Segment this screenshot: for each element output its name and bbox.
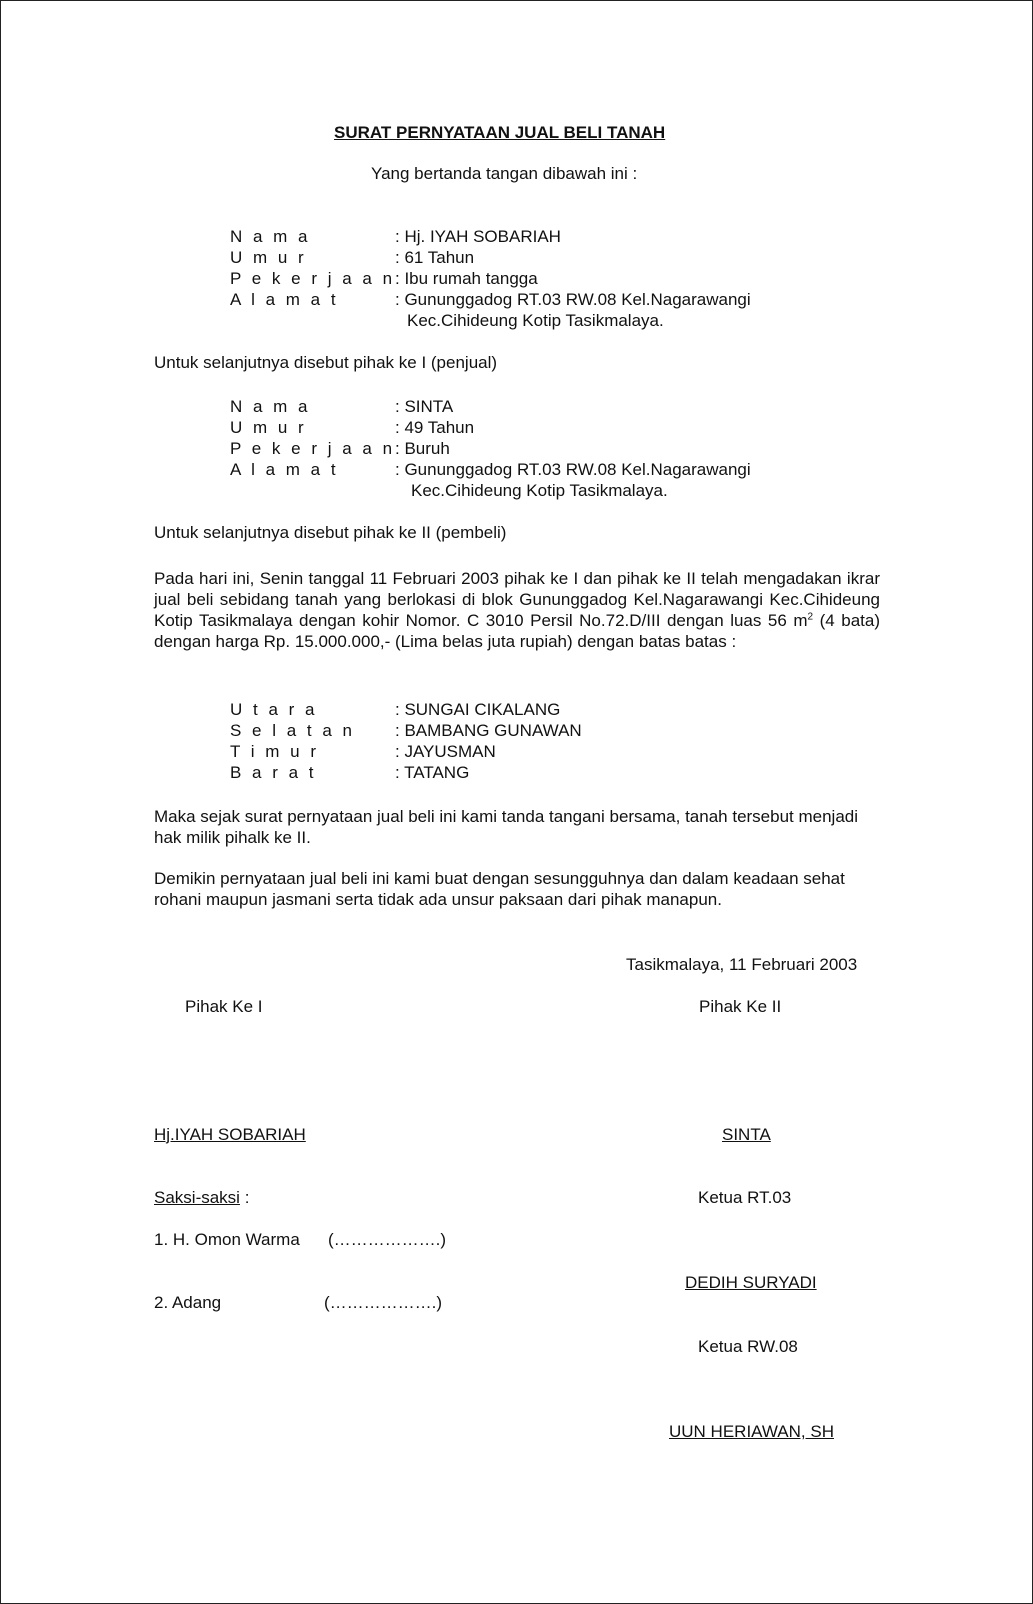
party2-designation: Untuk selanjutnya disebut pihak ke II (pembeli) [154,523,507,542]
rt-head-label: Ketua RT.03 [698,1188,792,1207]
party1-address-value: : Gununggadog RT.03 RW.08 Kel.Nagarawangi [395,290,751,309]
party2-age-label: U m u r [230,418,307,437]
ownership-paragraph: Maka sejak surat pernyataan jual beli ini kami tanda tangani bersama, tanah tersebut menjadi hak milik pihalk ke II. [154,807,859,847]
party1-age-value: : 61 Tahun [395,248,475,267]
sale-paragraph-tail: (4 bata) dengan harga Rp. 15.000.000,- (Lima belas juta rupiah) dengan batas batas : [154,611,880,651]
party1-designation: Untuk selanjutnya disebut pihak ke I (penjual) [154,353,498,372]
boundary-west-value: : TATANG [395,763,470,782]
witnesses-heading-text: Saksi-saksi [154,1188,240,1207]
rw-head-label: Ketua RW.08 [698,1337,798,1356]
party2-name-label: N a m a [230,397,311,416]
party2-age-value: : 49 Tahun [395,418,475,437]
witness1-signature-blank: (……………….) [328,1230,447,1249]
boundary-south-value: : BAMBANG GUNAWAN [395,721,582,740]
party1-name-label: N a m a [230,227,311,246]
sale-paragraph [154,568,880,652]
document-title: SURAT PERNYATAAN JUAL BELI TANAH [334,123,666,142]
witness2-signature-blank: (……………….) [324,1293,443,1312]
party1-job-value: : Ibu rumah tangga [395,269,538,288]
party2-sign-label: Pihak Ke II [699,997,782,1016]
boundary-east-label: T i m u r [230,742,320,761]
party1-name-value: : Hj. IYAH SOBARIAH [395,227,561,246]
declaration-paragraph: Demikin pernyataan jual beli ini kami buat dengan sesungguhnya dan dalam keadaan sehat rohani maupun jasmani serta tidak ada unsur paksaan dari pihak manapun. [154,869,845,909]
party1-signatory-name: Hj.IYAH SOBARIAH [154,1125,306,1144]
witnesses-heading [154,1188,249,1208]
party1-address-label: A l a m a t [230,290,339,309]
place-date: Tasikmalaya, 11 Februari 2003 [626,955,858,974]
boundary-south-label: S e l a t a n [230,721,355,740]
party1-address-continued: Kec.Cihideung Kotip Tasikmalaya. [407,311,664,330]
party2-job-label: P e k e r j a a n [230,439,396,458]
party2-job-value: : Buruh [395,439,450,458]
sale-paragraph-text: Pada hari ini, Senin tanggal 11 Februari 2003 pihak ke I dan pihak ke II telah mengadakan ikrar jual beli sebidang tanah yang berlokasi di blok Gununggadog Kel.Nagarawangi Kec.Cihideung Kotip Tasikmalaya dengan kohir Nomor. C 3010 Persil No.72.D/III dengan luas 56 m [154,569,880,630]
rw-head-name: UUN HERIAWAN, SH [669,1422,834,1441]
party2-address-value: : Gununggadog RT.03 RW.08 Kel.Nagarawangi [395,460,751,479]
party2-address-label: A l a m a t [230,460,339,479]
party2-name-value: : SINTA [395,397,454,416]
party2-address-continued: Kec.Cihideung Kotip Tasikmalaya. [411,481,668,500]
party1-sign-label: Pihak Ke I [185,997,263,1016]
party2-signatory-name: SINTA [722,1125,771,1144]
party1-age-label: U m u r [230,248,307,267]
intro-line: Yang bertanda tangan dibawah ini : [371,164,638,183]
area-unit-superscript: 2 [807,611,814,623]
witness1-name: 1. H. Omon Warma [154,1230,300,1249]
witness2-name: 2. Adang [154,1293,222,1312]
boundary-north-label: U t a r a [230,700,318,719]
boundary-west-label: B a r a t [230,763,317,782]
party1-job-label: P e k e r j a a n [230,269,396,288]
boundary-north-value: : SUNGAI CIKALANG [395,700,561,719]
witnesses-heading-colon: : [239,1188,250,1207]
rt-head-name: DEDIH SURYADI [685,1273,817,1292]
boundary-east-value: : JAYUSMAN [395,742,496,761]
